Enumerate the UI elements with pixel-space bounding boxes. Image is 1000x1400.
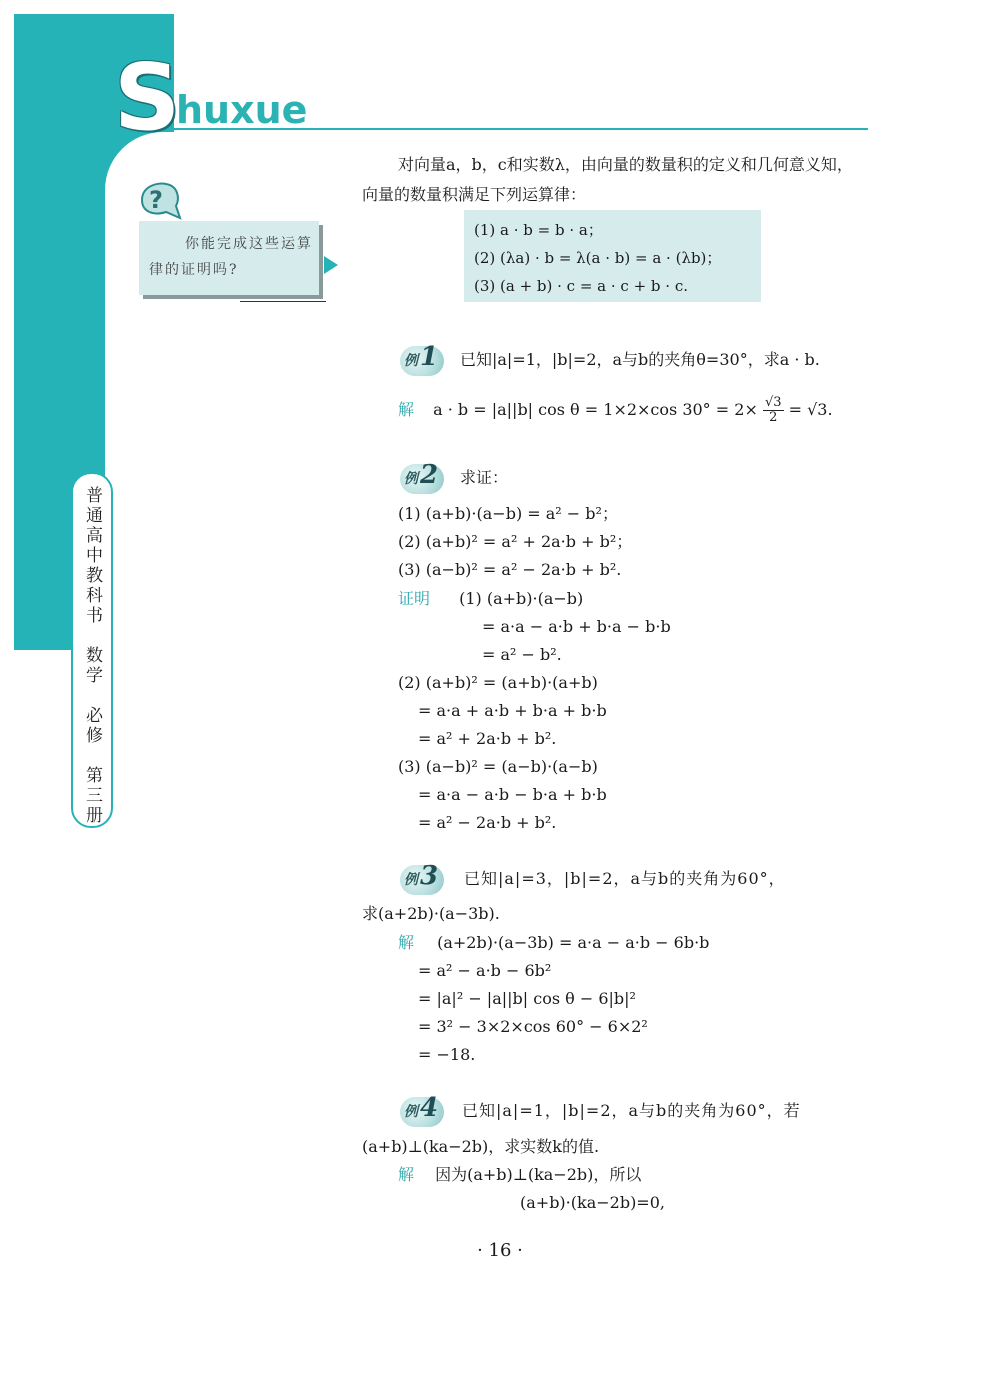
think-bubble-icon	[136, 178, 184, 222]
example-badge-prefix: 例	[404, 353, 418, 369]
example-2-item: (3) (a−b)² = a² − 2a·b + b².	[398, 560, 622, 579]
example-2-proof-line: = a² + 2a·b + b².	[418, 729, 557, 748]
example-4-problem: 已知|a|=1，|b|=2，a与b的夹角为60°，若	[462, 1101, 801, 1120]
example-2-item: (1) (a+b)·(a−b) = a² − b²；	[398, 504, 618, 523]
example-badge-prefix: 例	[404, 872, 418, 888]
example-number: 3	[420, 861, 439, 891]
example-2-proof-line: = a·a − a·b + b·a − b·b	[482, 617, 671, 636]
law-1: (1) a · b = b · a；	[474, 221, 603, 239]
example-4-problem-cont: (a+b)⊥(ka−2b)，求实数k的值.	[362, 1137, 600, 1156]
example-2-proof-line: = a² − b².	[482, 645, 562, 664]
example-2-proof-line: = a·a + a·b + b·a + b·b	[418, 701, 607, 720]
svg-text:?: ?	[149, 186, 163, 214]
fraction-denominator: 2	[769, 410, 778, 425]
logo-text: huxue	[176, 88, 308, 132]
example-3-solution-line: = |a|² − |a||b| cos θ − 6|b|²	[418, 989, 636, 1008]
example-4-solution-line	[398, 1161, 641, 1189]
example-badge-prefix: 例	[404, 1104, 418, 1120]
solution-tag: 解	[398, 400, 415, 419]
example-2-proof-line	[398, 585, 583, 613]
example-1-problem: 已知|a|=1，|b|=2，a与b的夹角θ=30°，求a · b.	[460, 350, 820, 369]
example-2-proof-line: (2) (a+b)² = (a+b)·(a+b)	[398, 673, 598, 692]
proof-tag: 证明	[398, 589, 431, 608]
example-number: 4	[420, 1093, 439, 1123]
solution-result: = √3.	[788, 400, 833, 419]
example-2-proof-line: (3) (a−b)² = (a−b)·(a−b)	[398, 757, 598, 776]
example-2-proof-line: = a² − 2a·b + b².	[418, 813, 557, 832]
example-badge-prefix: 例	[404, 471, 418, 487]
example-3-problem: 已知|a|=3，|b|=2，a与b的夹角为60°，	[464, 869, 786, 888]
example-1-solution	[398, 396, 833, 425]
intro-paragraph: 对向量a，b，c和实数λ，由向量的数量积的定义和几何意义知，向量的数量积满足下列运算律：	[362, 155, 853, 204]
example-3-badge	[400, 861, 444, 895]
law-2: (2) (λa) · b = λ(a · b) = a · (λb)；	[474, 249, 722, 267]
solution-text: (a+2b)·(a−3b) = a·a − a·b − 6b·b	[437, 933, 710, 952]
laws-box	[464, 210, 761, 302]
example-3-solution-line: = a² − a·b − 6b²	[418, 961, 552, 980]
proof-text: (1) (a+b)·(a−b)	[459, 589, 584, 608]
example-3-solution-line: = 3² − 3×2×cos 60° − 6×2²	[418, 1017, 648, 1036]
book-side-label	[71, 472, 113, 828]
sidebar-note-text: 你能完成这些运算律的证明吗?	[149, 236, 313, 278]
page-curve	[105, 132, 285, 652]
sidebar-note	[139, 221, 319, 295]
note-underline	[240, 301, 326, 302]
example-1-badge	[400, 342, 444, 376]
book-title-vertical: 普通高中教科书 数学 必修 第三册	[82, 486, 102, 826]
solution-tag: 解	[398, 933, 415, 952]
example-number: 2	[420, 460, 439, 490]
example-3-solution-line	[398, 929, 709, 957]
solution-text: a · b = |a||b| cos θ = 1×2×cos 30° = 2×	[433, 400, 758, 419]
page-number: · 16 ·	[477, 1240, 523, 1261]
fraction-root3-over-2	[763, 396, 784, 425]
solution-tag: 解	[398, 1165, 415, 1184]
example-4-badge	[400, 1093, 444, 1127]
example-2-proof-line: = a·a − a·b − b·a + b·b	[418, 785, 607, 804]
example-3-problem-cont: 求(a+2b)·(a−3b).	[362, 904, 500, 923]
example-4-solution-line: (a+b)·(ka−2b)=0,	[520, 1193, 665, 1212]
example-2-item: (2) (a+b)² = a² + 2a·b + b²；	[398, 532, 633, 551]
example-number: 1	[420, 342, 439, 372]
example-2-problem: 求证：	[460, 468, 509, 487]
example-2-badge	[400, 460, 444, 494]
note-pointer	[324, 256, 338, 274]
logo-initial: S	[114, 44, 181, 151]
fraction-numerator: √3	[764, 395, 782, 410]
law-3: (3) (a + b) · c = a · c + b · c.	[474, 277, 689, 295]
solution-text: 因为(a+b)⊥(ka−2b)，所以	[435, 1165, 642, 1184]
example-3-solution-line: = −18.	[418, 1045, 476, 1064]
